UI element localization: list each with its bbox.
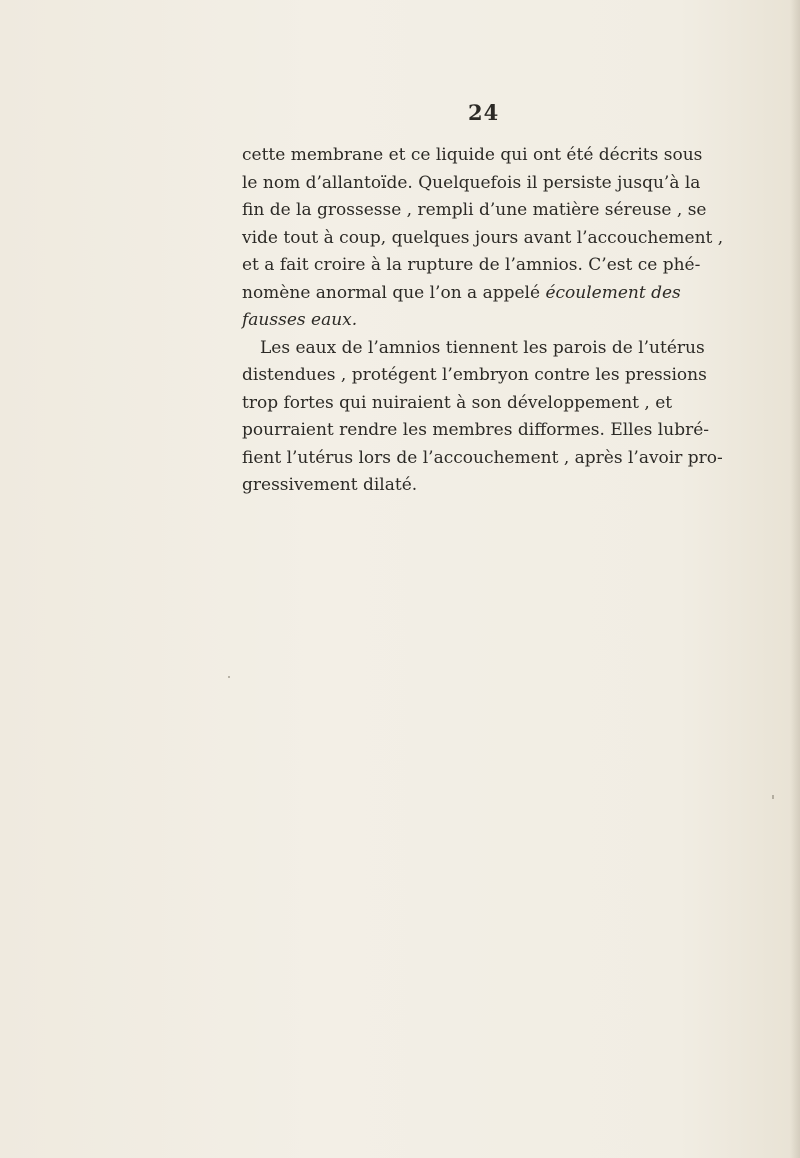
paper-speck [228, 676, 230, 678]
paragraph-2-line-4: pourraient rendre les membres difformes. Elles lubré- [242, 420, 710, 440]
paragraph-1-line-6-start: nomène anormal que l’on a appelé [242, 282, 546, 303]
paragraph-2-line-2: distendues , protégent l’embryon contre les pressions [242, 365, 707, 385]
paragraph-1-line-3: fin de la grossesse , rempli d’une matière séreuse , se [242, 200, 707, 220]
paragraph-2-line-6: gressivement dilaté. [242, 475, 418, 495]
paragraph-1-line-5: et a fait croire à la rupture de l’amnios. C’est ce phé- [242, 255, 701, 275]
paragraph-1-line-7: fausses eaux. [242, 310, 358, 330]
paragraph-2-line-3: trop fortes qui nuiraient à son développement , et [242, 392, 673, 413]
page-edge-shadow [790, 0, 800, 1158]
paper-speck [772, 795, 774, 799]
paragraph-2-line-1: Les eaux de l’amnios tiennent les parois de l’utérus [260, 337, 705, 358]
paragraph-1-line-6-italic: écoulement des [545, 282, 681, 303]
paragraph-1-line-6 [242, 280, 681, 308]
paragraph-1-line-1: cette membrane et ce liquide qui ont été décrits sous [242, 145, 703, 165]
page-number: 24 [468, 100, 500, 125]
paragraph-1-line-4: vide tout à coup, quelques jours avant l’accouchement , [242, 227, 724, 248]
paragraph-1-line-2: le nom d’allantoïde. Quelquefois il persiste jusqu’à la [242, 172, 701, 193]
paragraph-2-line-5: fient l’utérus lors de l’accouchement , après l’avoir pro- [242, 447, 723, 468]
body-text [242, 142, 724, 500]
